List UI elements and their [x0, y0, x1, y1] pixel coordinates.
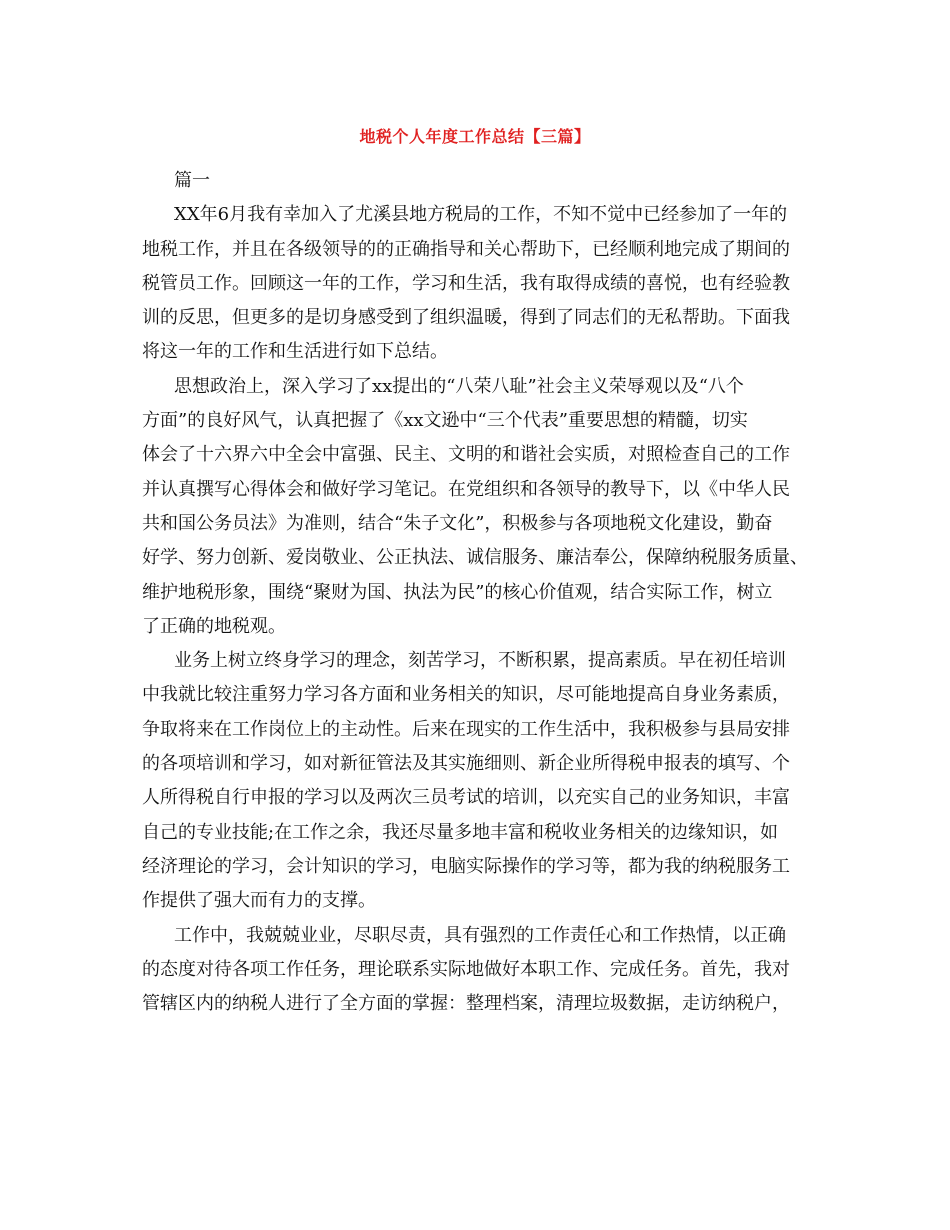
paragraph-line: 自己的专业技能;在工作之余，我还尽量多地丰富和税收业务相关的边缘知识，如 — [142, 821, 779, 843]
paragraph — [142, 198, 832, 369]
document-body — [142, 164, 832, 1021]
paragraph — [142, 644, 832, 918]
paragraph-line: 的态度对待各项工作任务，理论联系实际地做好本职工作、完成任务。首先，我对 — [142, 958, 790, 980]
paragraph-line: 经济理论的学习，会计知识的学习，电脑实际操作的学习等，都为我的纳税服务工 — [142, 855, 790, 877]
paragraph-line: 业务上树立终身学习的理念，刻苦学习，不断积累，提高素质。早在初任培训 — [174, 650, 786, 672]
paragraph-line: 将这一年的工作和生活进行如下总结。 — [142, 341, 448, 363]
paragraph-line: 体会了十六界六中全会中富强、民主、文明的和谐社会实质，对照检查自己的工作 — [142, 444, 790, 466]
paragraph-line: 思想政治上，深入学习了xx提出的“八荣八耻”社会主义荣辱观以及“八个 — [174, 375, 744, 397]
paragraph-line: 人所得税自行申报的学习以及两次三员考试的培训，以充实自己的业务知识，丰富 — [142, 787, 790, 809]
paragraph — [142, 370, 832, 644]
paragraph-line: 管辖区内的纳税人进行了全方面的掌握：整理档案，清理垃圾数据，走访纳税户， — [142, 993, 790, 1015]
paragraph-line: 方面”的良好风气，认真把握了《xx文逊中“三个代表”重要思想的精髓，切实 — [142, 410, 748, 432]
paragraph-line: 共和国公务员法》为准则，结合“朱子文化”，积极参与各项地税文化建设，勤奋 — [142, 512, 773, 534]
paragraph-line: 中我就比较注重努力学习各方面和业务相关的知识，尽可能地提高自身业务素质， — [142, 684, 790, 706]
paragraph-line: XX年6月我有幸加入了尤溪县地方税局的工作，不知不觉中已经参加了一年的 — [174, 204, 788, 226]
paragraph-line: 并认真撰写心得体会和做好学习笔记。在党组织和各领导的教导下，以《中华人民 — [142, 478, 790, 500]
paragraph-line: 好学、努力创新、爱岗敬业、公正执法、诚信服务、廉洁奉公，保障纳税服务质量、 — [142, 547, 808, 569]
document-title: 地税个人年度工作总结【三篇】 — [359, 127, 591, 146]
paragraph-line: 争取将来在工作岗位上的主动性。后来在现实的工作生活中，我积极参与县局安排 — [142, 718, 790, 740]
paragraph-line: 作提供了强大而有力的支撑。 — [142, 890, 376, 912]
paragraph — [142, 919, 832, 1022]
paragraph-line: 了正确的地税观。 — [142, 615, 286, 637]
paragraph-line: 的各项培训和学习，如对新征管法及其实施细则、新企业所得税申报表的填写、个 — [142, 753, 790, 775]
section-label: 篇一 — [174, 170, 210, 191]
paragraph-line: 地税工作，并且在各级领导的的正确指导和关心帮助下，已经顺利地完成了期间的 — [142, 238, 790, 260]
paragraph-line: 训的反思，但更多的是切身感受到了组织温暖，得到了同志们的无私帮助。下面我 — [142, 307, 790, 329]
paragraph-line: 维护地税形象，围绕“聚财为国、执法为民”的核心价值观，结合实际工作，树立 — [142, 581, 773, 603]
paragraph-line: 税管员工作。回顾这一年的工作，学习和生活，我有取得成绩的喜悦，也有经验教 — [142, 272, 790, 294]
paragraph-line: 工作中，我兢兢业业，尽职尽责，具有强烈的工作责任心和工作热情，以正确 — [174, 924, 786, 946]
